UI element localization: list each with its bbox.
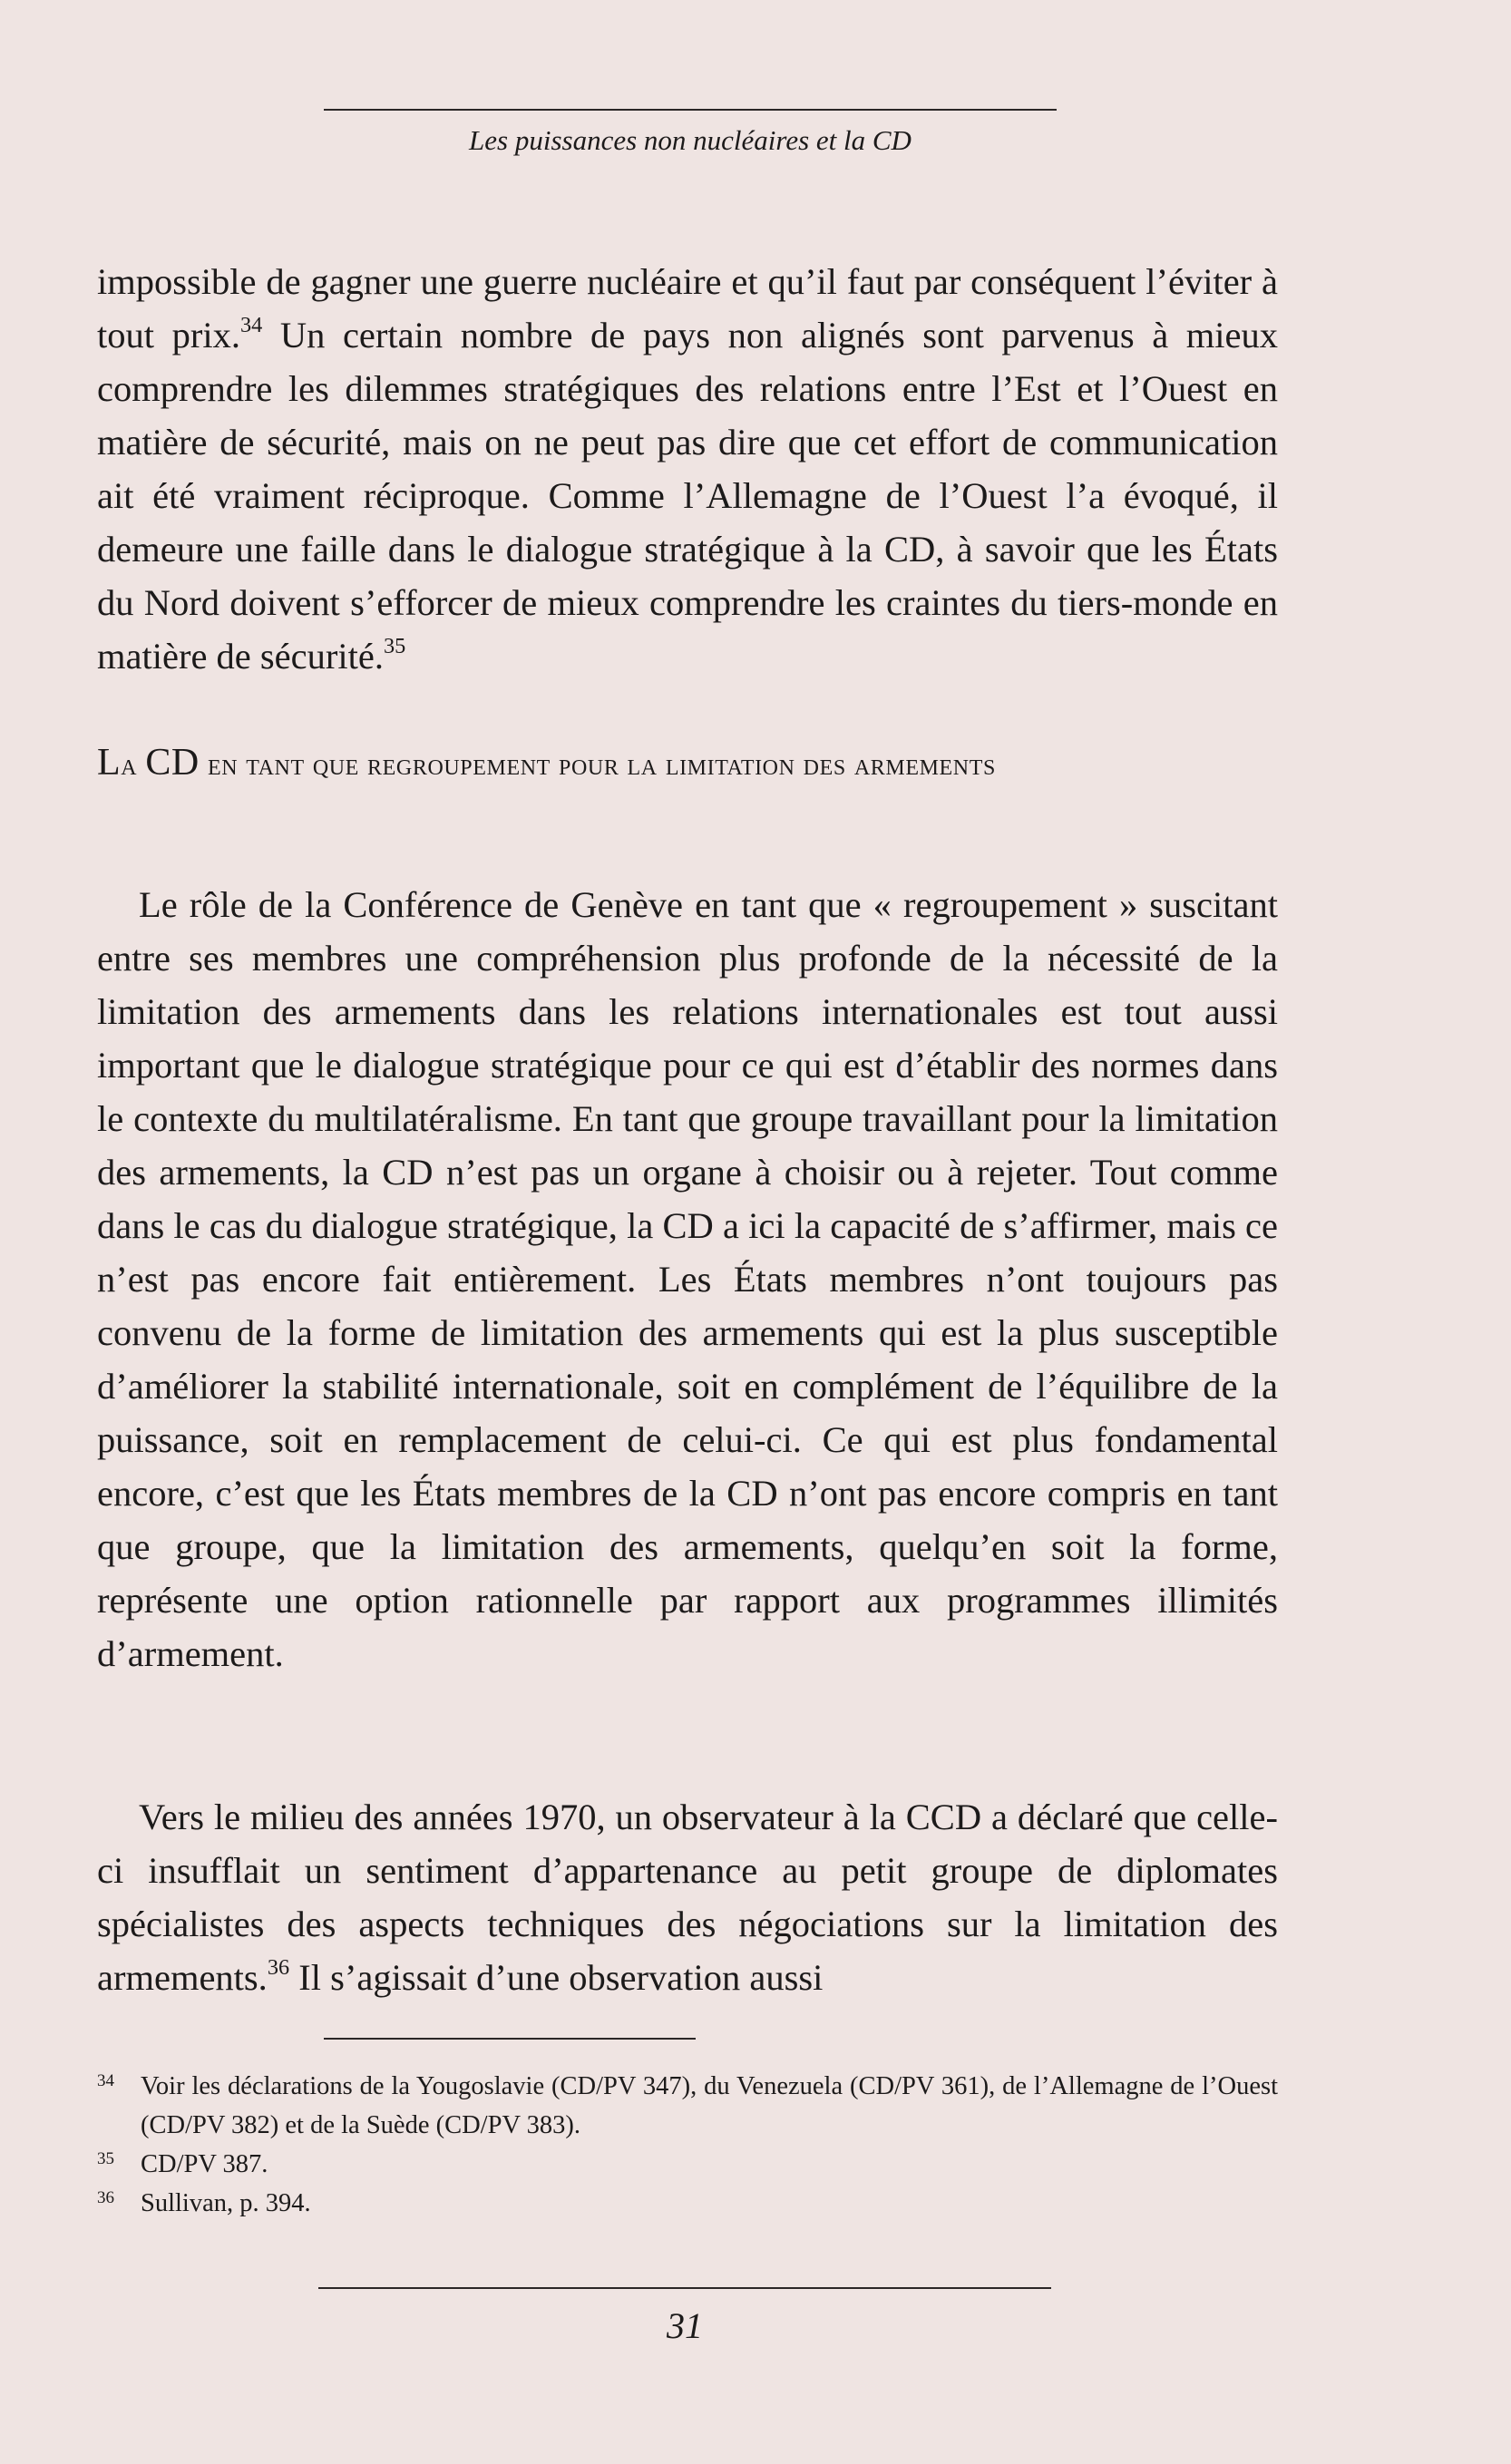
section-heading-initial: L	[97, 742, 122, 784]
paragraph-1-text-a: impossible de gagner une guerre nucléaire et qu’il faut par conséquent l’éviter à tout prix.	[97, 261, 1278, 355]
footnote-35	[97, 2145, 1278, 2184]
paragraph-2	[97, 878, 1278, 1680]
section-heading	[97, 737, 1278, 791]
footnote-number: 34	[97, 2071, 114, 2090]
page-number: 31	[667, 2305, 703, 2346]
running-head: Les puissances non nucléaires et la CD	[469, 124, 911, 156]
footnote-34	[97, 2067, 1278, 2145]
footnote-36	[97, 2184, 1278, 2223]
paragraph-3-text-a: Vers le milieu des années 1970, un observateur à la CCD a déclaré que celle-ci insufflait un sentiment d’appartenance au petit groupe de diplomates spécialistes des aspects techniques des négociations sur la limitation des armements.	[97, 1797, 1278, 1998]
header-rule	[324, 109, 1057, 111]
footnote-ref-36[interactable]: 36	[267, 1955, 290, 1980]
paragraph-1-text-b: Un certain nombre de pays non alignés sont parvenus à mieux comprendre les dilemmes stratégiques des relations entre l’Est et l’Ouest en matière de sécurité, mais on ne peut pas dire que cet effort de communication ait été vraiment réciproque. Comme l’Allemagne de l’Ouest l’a évoqué, il demeure une faille dans le dialogue stratégique à la CD, à savoir que les États du Nord doivent s’efforcer de mieux comprendre les craintes du tiers-monde en matière de sécurité.	[97, 315, 1278, 677]
footnote-ref-34[interactable]: 34	[239, 313, 263, 337]
paragraph-2-text: Le rôle de la Conférence de Genève en tant que « regroupement » suscitant entre ses membres une compréhension plus profonde de la nécessité de la limitation des armements dans les relations internationales est tout aussi important que le dialogue stratégique pour ce qui est d’établir des normes dans le contexte du multilatéralisme. En tant que groupe travaillant pour la limitation des armements, la CD n’est pas un organe à choisir ou à rejeter. Tout comme dans le cas du dialogue stratégique, la CD a ici la capacité de s’affirmer, mais ce n’est pas encore fait entièrement. Les États membres n’ont toujours pas convenu de la forme de limitation des armements qui est la plus susceptible d’améliorer la stabilité internationale, soit en complément de l’équilibre de la puissance, soit en remplacement de celui-ci. Ce qui est plus fondamental encore, c’est que les États membres de la CD n’ont pas encore compris en tant que groupe, que la limitation des armements, quelqu’en soit la forme, représente une option rationnelle par rapport aux programmes illimités d’armement.	[97, 884, 1278, 1674]
paragraph-1	[97, 255, 1278, 683]
footnote-number: 35	[97, 2149, 114, 2168]
footnotes	[97, 2067, 1278, 2223]
section-heading-rest: en tant que regroupement pour la limitation des armements	[199, 748, 996, 782]
section-heading-article: a	[121, 748, 146, 782]
footnote-ref-35[interactable]: 35	[383, 634, 406, 658]
section-heading-cd: CD	[145, 742, 200, 784]
footer-rule	[318, 2287, 1051, 2289]
footnote-text: CD/PV 387.	[141, 2150, 268, 2178]
paragraph-3	[97, 1790, 1278, 2004]
footnote-text: Sullivan, p. 394.	[141, 2189, 311, 2217]
footnote-number: 36	[97, 2188, 114, 2207]
paragraph-3-text-b: Il s’agissait d’une observation aussi	[289, 1957, 824, 1998]
footnote-text: Voir les déclarations de la Yougoslavie (CD/PV 347), du Venezuela (CD/PV 361), de l’Allemagne de l’Ouest (CD/PV 382) et de la Suède (CD/PV 383).	[141, 2072, 1278, 2139]
footnote-separator	[324, 2038, 696, 2040]
